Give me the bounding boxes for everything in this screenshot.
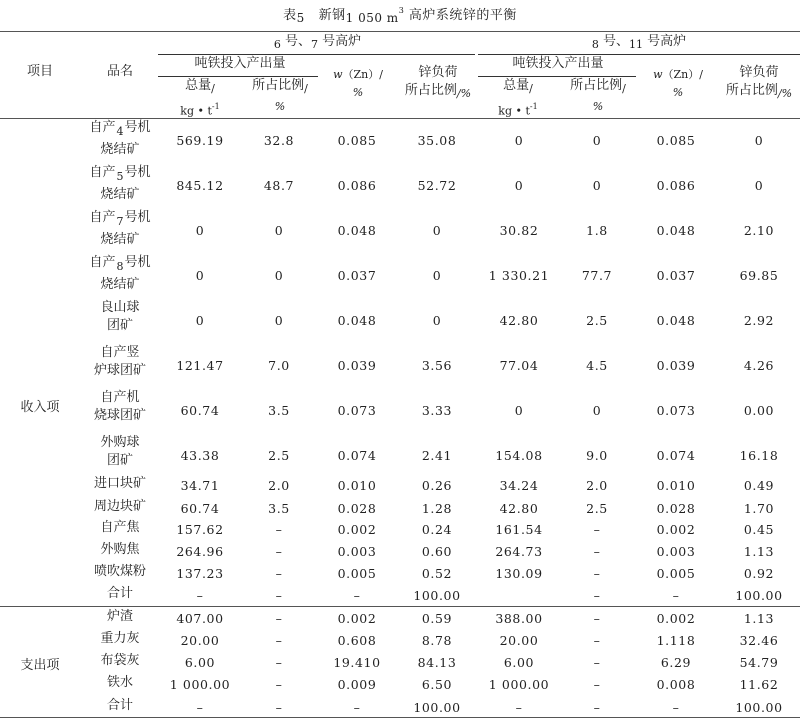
load-unit: /% xyxy=(456,87,472,100)
table-cell: 0 xyxy=(514,133,524,148)
table-cell: – xyxy=(275,633,283,648)
table-cell: 0.085 xyxy=(656,133,696,148)
table-cell: 3.33 xyxy=(421,403,453,418)
table-cell: 3.56 xyxy=(421,358,453,373)
ratio-unit: % xyxy=(274,100,286,113)
row-name xyxy=(80,585,160,603)
table-cell: 3.5 xyxy=(268,403,290,418)
table-cell: 0 xyxy=(274,223,284,238)
table-cell: – xyxy=(275,566,283,581)
table-cell: 77.7 xyxy=(581,268,613,283)
row-name-a: 周边块矿 xyxy=(93,499,146,514)
table-cell: 0.608 xyxy=(337,633,377,648)
table-cell: 77.04 xyxy=(499,358,539,373)
table-cell: 48.7 xyxy=(263,178,295,193)
table-cell: 0 xyxy=(514,178,524,193)
row-name-c: 团矿 xyxy=(106,318,133,333)
table-cell: – xyxy=(593,655,601,670)
table-cell: 3.5 xyxy=(268,501,290,516)
bottom-rule xyxy=(0,717,800,718)
table-cell: 0.009 xyxy=(337,677,377,692)
table-cell: 0.002 xyxy=(656,611,696,626)
table-cell: 0.010 xyxy=(337,478,377,493)
wzn-w: w xyxy=(653,68,663,81)
table-cell: 0.037 xyxy=(656,268,696,283)
group1-hao-a: 号、 xyxy=(284,34,311,49)
table-cell: 100.00 xyxy=(735,588,783,603)
header-load-1 xyxy=(398,64,478,103)
row-name xyxy=(80,674,160,692)
top-rule xyxy=(0,31,800,32)
table-cell: 6.00 xyxy=(184,655,216,670)
table-cell: – xyxy=(593,544,601,559)
row-name-a: 重力灰 xyxy=(100,631,140,646)
table-cell: 0 xyxy=(274,313,284,328)
table-cell: 2.0 xyxy=(268,478,290,493)
header-group2 xyxy=(478,33,800,54)
row-name-a: 外购球 xyxy=(100,435,140,450)
table-cell: 0.037 xyxy=(337,268,377,283)
row-name-b: 号机 xyxy=(124,255,151,270)
table-cell: – xyxy=(353,588,361,603)
table-cell: – xyxy=(593,566,601,581)
table-cell: 20.00 xyxy=(499,633,539,648)
table-cell: 1.118 xyxy=(656,633,696,648)
table-cell: 0 xyxy=(592,178,602,193)
row-name-a: 炉渣 xyxy=(106,609,133,624)
table-cell: 42.80 xyxy=(499,501,539,516)
table-cell: 0.45 xyxy=(743,522,775,537)
row-name-a: 布袋灰 xyxy=(100,653,140,668)
section-label: 收入项 xyxy=(20,400,60,415)
table-cell: 32.8 xyxy=(263,133,295,148)
row-name xyxy=(80,299,160,335)
row-name-a: 铁水 xyxy=(106,675,133,690)
table-cell: 0 xyxy=(432,268,442,283)
ratio-label: 所占比例 xyxy=(252,78,305,93)
row-name-num: 4 xyxy=(116,125,124,138)
table-cell: – xyxy=(593,633,601,648)
row-name xyxy=(80,498,160,516)
table-cell: 0.00 xyxy=(743,403,775,418)
table-cell: 157.62 xyxy=(176,522,224,537)
table-cell: 0 xyxy=(274,268,284,283)
table-cell: 0 xyxy=(195,268,205,283)
row-name-a: 自产 xyxy=(89,255,116,270)
table-cell: 388.00 xyxy=(495,611,543,626)
row-name xyxy=(80,119,160,159)
table-cell: 0.048 xyxy=(656,313,696,328)
table-cell: 0.039 xyxy=(337,358,377,373)
table-cell: 100.00 xyxy=(735,700,783,715)
group2-num-a: 8 xyxy=(591,38,599,51)
table-cell: 0.039 xyxy=(656,358,696,373)
row-name xyxy=(80,519,160,537)
wzn-zn: （Zn）/ xyxy=(662,68,703,81)
row-name-c: 烧结矿 xyxy=(100,142,140,157)
row-name-a: 自产焦 xyxy=(100,520,140,535)
table-cell: 1.28 xyxy=(421,501,453,516)
table-cell: 137.23 xyxy=(176,566,224,581)
row-name xyxy=(80,475,160,493)
table-cell: 2.10 xyxy=(743,223,775,238)
table-cell: 0.005 xyxy=(337,566,377,581)
group1-num-b: 7 xyxy=(311,38,318,51)
row-name-c: 烧结矿 xyxy=(100,277,140,292)
row-name-b: 号机 xyxy=(124,165,151,180)
row-name-a: 合计 xyxy=(106,586,133,601)
table-cell: 34.71 xyxy=(180,478,220,493)
row-name xyxy=(80,652,160,670)
load-label-b: 所占比例 xyxy=(404,83,457,98)
ratio-slash: / xyxy=(622,82,626,95)
wzn-unit: % xyxy=(672,86,684,99)
table-cell: 2.0 xyxy=(586,478,608,493)
table-cell: 0.073 xyxy=(656,403,696,418)
table-cell: 2.41 xyxy=(421,448,453,463)
header-wzn-2 xyxy=(638,66,718,102)
row-name-a: 进口块矿 xyxy=(93,476,146,491)
wzn-unit: % xyxy=(352,86,364,99)
row-name-a: 外购焦 xyxy=(100,542,140,557)
header-wzn-1 xyxy=(318,66,398,102)
row-name-c: 炉球团矿 xyxy=(93,363,146,378)
total-label: 总量 xyxy=(503,78,530,93)
table-cell: 0.003 xyxy=(656,544,696,559)
table-cell: 2.5 xyxy=(586,501,608,516)
table-cell: 84.13 xyxy=(417,655,457,670)
row-name-num: 5 xyxy=(116,170,124,183)
table-cell: – xyxy=(275,655,283,670)
table-cell: 0.048 xyxy=(337,313,377,328)
table-cell: – xyxy=(593,677,601,692)
table-cell: 407.00 xyxy=(176,611,224,626)
header-subgroup-2: 吨铁投入产出量 xyxy=(512,56,604,71)
table-cell: 100.00 xyxy=(413,700,461,715)
load-unit: /% xyxy=(777,87,793,100)
table-cell: – xyxy=(275,522,283,537)
ratio-label: 所占比例 xyxy=(570,78,623,93)
table-cell: 0.60 xyxy=(421,544,453,559)
table-cell: 42.80 xyxy=(499,313,539,328)
table-cell: 7.0 xyxy=(268,358,290,373)
section-divider-rule xyxy=(0,606,800,607)
table-cell: 0.008 xyxy=(656,677,696,692)
table-cell: – xyxy=(515,700,523,715)
group2-num-b: 11 xyxy=(629,38,643,51)
table-cell: 6.50 xyxy=(421,677,453,692)
table-cell: 8.78 xyxy=(421,633,453,648)
table-cell: 0.52 xyxy=(421,566,453,581)
table-cell: 0.002 xyxy=(656,522,696,537)
table-cell: 0.048 xyxy=(656,223,696,238)
table-cell: 0 xyxy=(754,178,764,193)
table-cell: 0.028 xyxy=(337,501,377,516)
total-slash: / xyxy=(529,82,533,95)
table-cell: 2.5 xyxy=(268,448,290,463)
table-cell: – xyxy=(672,588,680,603)
row-name xyxy=(80,697,160,715)
row-name xyxy=(80,434,160,470)
total-label: 总量 xyxy=(185,78,212,93)
table-cell: 0 xyxy=(592,403,602,418)
table-cell: 6.29 xyxy=(660,655,692,670)
table-cell: 845.12 xyxy=(176,178,224,193)
table-cell: – xyxy=(353,700,361,715)
table-cell: 264.73 xyxy=(495,544,543,559)
table-cell: 161.54 xyxy=(495,522,543,537)
table-cell: 0.086 xyxy=(337,178,377,193)
table-cell: 4.5 xyxy=(586,358,608,373)
row-name xyxy=(80,164,160,204)
table-cell: 100.00 xyxy=(413,588,461,603)
table-cell: 35.08 xyxy=(417,133,457,148)
row-name xyxy=(80,630,160,648)
table-cell: 1.8 xyxy=(586,223,608,238)
table-cell: 569.19 xyxy=(176,133,224,148)
table-cell: 130.09 xyxy=(495,566,543,581)
table-cell: 1 000.00 xyxy=(488,677,550,692)
row-name xyxy=(80,563,160,581)
row-name-a: 合计 xyxy=(106,698,133,713)
table-cell: 0 xyxy=(592,133,602,148)
table-cell: 2.92 xyxy=(743,313,775,328)
table-cell: – xyxy=(593,522,601,537)
table-cell: 9.0 xyxy=(586,448,608,463)
table-cell: 1.70 xyxy=(743,501,775,516)
group2-hao-a: 号、 xyxy=(602,34,629,49)
load-label-b: 所占比例 xyxy=(725,83,778,98)
row-name-a: 自产 xyxy=(89,165,116,180)
caption-title-b: 高炉系统锌的平衡 xyxy=(408,8,517,23)
header-ratio-2 xyxy=(558,77,638,116)
total-slash: / xyxy=(211,82,215,95)
table-cell: 32.46 xyxy=(739,633,779,648)
ratio-unit: % xyxy=(592,100,604,113)
row-name-a: 自产 xyxy=(89,120,116,135)
wzn-w: w xyxy=(333,68,343,81)
table-cell: – xyxy=(196,588,204,603)
table-cell: 0.24 xyxy=(421,522,453,537)
section-label: 支出项 xyxy=(20,658,60,673)
header-total-1 xyxy=(160,77,240,120)
table-cell: – xyxy=(593,700,601,715)
caption-title-a: 新钢 xyxy=(318,8,346,23)
table-cell: – xyxy=(593,588,601,603)
table-cell: 0.074 xyxy=(656,448,696,463)
row-name-b: 号机 xyxy=(124,210,151,225)
table-cell: – xyxy=(196,700,204,715)
table-cell: – xyxy=(275,611,283,626)
row-name-c: 团矿 xyxy=(106,453,133,468)
group2-label: 号高炉 xyxy=(647,34,687,49)
table-cell: 0 xyxy=(432,313,442,328)
table-cell: 0 xyxy=(195,313,205,328)
table-cell: 30.82 xyxy=(499,223,539,238)
header-total-2 xyxy=(478,77,558,120)
table-cell: 0.086 xyxy=(656,178,696,193)
row-name-c: 烧结矿 xyxy=(100,232,140,247)
table-cell: 52.72 xyxy=(417,178,457,193)
table-cell: 0.49 xyxy=(743,478,775,493)
table-caption xyxy=(0,4,800,25)
header-name: 品名 xyxy=(106,64,133,79)
row-name xyxy=(80,389,160,425)
row-name xyxy=(80,541,160,559)
table-cell: 0.073 xyxy=(337,403,377,418)
table-cell: 1.13 xyxy=(743,611,775,626)
table-cell: 60.74 xyxy=(180,501,220,516)
table-cell: 0.048 xyxy=(337,223,377,238)
row-name-a: 自产机 xyxy=(100,390,140,405)
table-cell: 54.79 xyxy=(739,655,779,670)
table-cell: 0.26 xyxy=(421,478,453,493)
table-cell: 0.010 xyxy=(656,478,696,493)
table-cell: 0.002 xyxy=(337,611,377,626)
table-cell: 1 000.00 xyxy=(169,677,231,692)
row-name-a: 自产 xyxy=(89,210,116,225)
table-cell: – xyxy=(275,677,283,692)
total-unit-sup: -1 xyxy=(211,102,220,111)
table-cell: 154.08 xyxy=(495,448,543,463)
row-name-num: 8 xyxy=(116,260,124,273)
ratio-slash: / xyxy=(304,82,308,95)
table-cell: 0 xyxy=(432,223,442,238)
row-name xyxy=(80,209,160,249)
header-ratio-1 xyxy=(240,77,320,116)
caption-number: 5 xyxy=(296,11,305,25)
group1-num-a: 6 xyxy=(273,38,281,51)
table-cell: 0.92 xyxy=(743,566,775,581)
table-cell: 0.003 xyxy=(337,544,377,559)
row-name-a: 喷吹煤粉 xyxy=(93,564,146,579)
table-cell: 6.00 xyxy=(503,655,535,670)
table-cell: – xyxy=(275,588,283,603)
caption-volume: 1 050 m xyxy=(345,11,399,25)
table-cell: 11.62 xyxy=(739,677,779,692)
table-cell: 34.24 xyxy=(499,478,539,493)
table-cell: 0.085 xyxy=(337,133,377,148)
row-name-b: 号机 xyxy=(124,120,151,135)
table-cell: 43.38 xyxy=(180,448,220,463)
row-name xyxy=(80,254,160,294)
group1-label: 号高炉 xyxy=(322,34,362,49)
header-item: 项目 xyxy=(26,64,53,79)
table-cell: 0.074 xyxy=(337,448,377,463)
row-name-num: 7 xyxy=(116,215,124,228)
table-cell: 121.47 xyxy=(176,358,224,373)
row-name xyxy=(80,344,160,380)
caption-prefix: 表 xyxy=(283,8,297,23)
load-label-a: 锌负荷 xyxy=(418,65,458,80)
table-cell: 0.002 xyxy=(337,522,377,537)
table-cell: 2.5 xyxy=(586,313,608,328)
caption-volume-sup: 3 xyxy=(398,6,405,15)
header-group1 xyxy=(160,33,475,54)
table-cell: 69.85 xyxy=(739,268,779,283)
total-unit: kg • t xyxy=(180,104,212,118)
row-name-c: 烧球团矿 xyxy=(93,408,146,423)
table-cell: 19.410 xyxy=(333,655,381,670)
table-cell: 60.74 xyxy=(180,403,220,418)
table-cell: 20.00 xyxy=(180,633,220,648)
table-cell: 0 xyxy=(195,223,205,238)
table-cell: – xyxy=(593,611,601,626)
row-name-c: 烧结矿 xyxy=(100,187,140,202)
row-name xyxy=(80,608,160,626)
table-cell: 1 330.21 xyxy=(488,268,550,283)
row-name-a: 自产竖 xyxy=(100,345,140,360)
table-cell: – xyxy=(275,700,283,715)
table-cell: – xyxy=(672,700,680,715)
total-unit-sup: -1 xyxy=(529,102,538,111)
table-cell: 0 xyxy=(514,403,524,418)
wzn-zn: （Zn）/ xyxy=(342,68,383,81)
load-label-a: 锌负荷 xyxy=(739,65,779,80)
table-cell: 0 xyxy=(754,133,764,148)
table-cell: 0.028 xyxy=(656,501,696,516)
header-load-2 xyxy=(718,64,800,103)
table-cell: 0.59 xyxy=(421,611,453,626)
table-cell: 1.13 xyxy=(743,544,775,559)
table-cell: 16.18 xyxy=(739,448,779,463)
total-unit: kg • t xyxy=(498,104,530,118)
table-cell: 0.005 xyxy=(656,566,696,581)
table-cell: – xyxy=(275,544,283,559)
table-cell: 4.26 xyxy=(743,358,775,373)
table-cell: 264.96 xyxy=(176,544,224,559)
row-name-a: 良山球 xyxy=(100,300,140,315)
header-subgroup-1: 吨铁投入产出量 xyxy=(194,56,286,71)
